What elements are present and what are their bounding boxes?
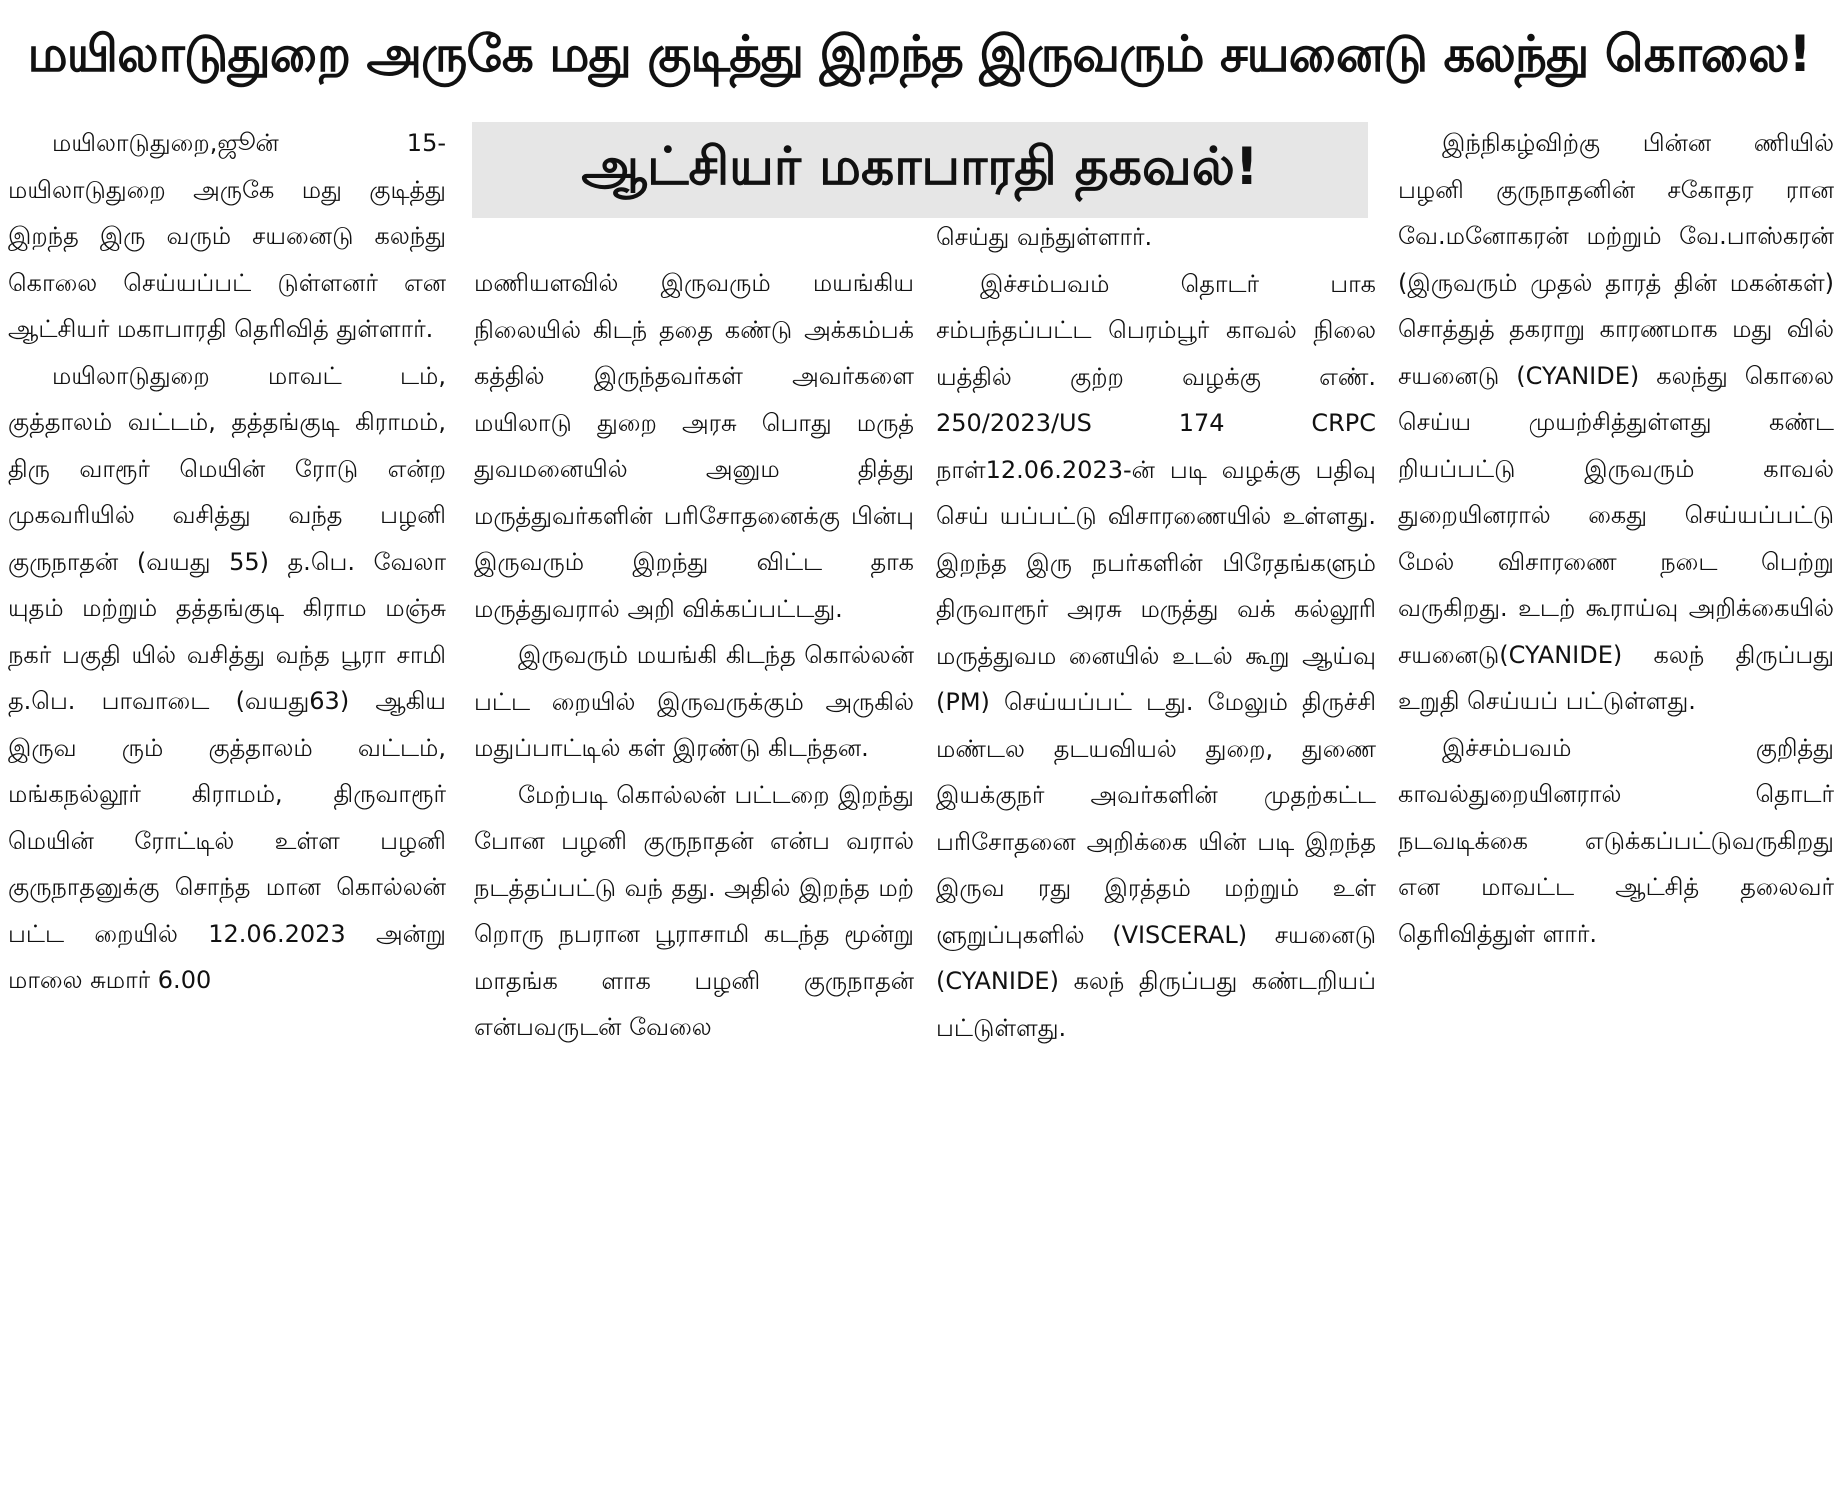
- article-column-3: [936, 214, 1376, 1492]
- article-column-2: [474, 260, 914, 1492]
- paragraph: மேற்படி கொல்லன் பட்டறை இறந்து போன பழனி குருநாதன் என்ப வரால் நடத்தப்பட்டு வந் தது. அதில் இறந்த மற் றொரு நபரான பூராசாமி கடந்த மூன்று மாதங்க ளாக பழனி குருநாதன் என்பவருடன் வேலை: [474, 780, 914, 1041]
- paragraph: இச்சம்பவம் தொடர் பாக சம்பந்தப்பட்ட பெரம்பூர் காவல் நிலை யத்தில் குற்ற வழக்கு எண். 250/2023/US 174 CRPC நாள்12.06.2023-ன் படி வழக்கு பதிவு செய் யப்பட்டு விசாரணையில் உள்ளது. இறந்த இரு நபர்களின் பிரேதங்களும் திருவாரூர் அரசு மருத்து வக் கல்லூரி மருத்துவம னையில் உடல் கூறு ஆய்வு (PM) செய்யப்பட் டது. மேலும் திருச்சி மண்டல தடயவியல் துறை, துணை இயக்குநர் அவர்களின் முதற்கட்ட பரிசோதனை அறிக்கை யின் படி இறந்த இருவ ரது இரத்தம் மற்றும் உள் ளுறுப்புகளில் (VISCERAL) சயனைடு (CYANIDE) கலந் திருப்பது கண்டறியப் பட்டுள்ளது.: [936, 269, 1376, 1042]
- paragraph: மயிலாடுதுறை,ஜூன் 15- மயிலாடுதுறை அருகே மது குடித்து இறந்த இரு வரும் சயனைடு கலந்து கொலை செய்யப்பட் டுள்ளனர் என ஆட்சியர் மகாபாரதி தெரிவித் துள்ளார்.: [8, 129, 446, 343]
- headline: மயிலாடுதுறை அருகே மது குடித்து இறந்த இருவரும் சயனைடு கலந்து கொலை!: [27, 25, 1811, 83]
- subheadline-box: [472, 122, 1368, 218]
- paragraph: மணியளவில் இருவரும் மயங்கிய நிலையில் கிடந் ததை கண்டு அக்கம்பக் கத்தில் இருந்தவர்கள் அவர்களை மயிலாடு துறை அரசு பொது மருத் துவமனையில் அனும தித்து மருத்துவர்களின் பரிசோதனைக்கு பின்பு இருவரும் இறந்து விட்ட தாக மருத்துவரால் அறி விக்கப்பட்டது.: [474, 269, 914, 623]
- subheadline: ஆட்சியர் மகாபாரதி தகவல்!: [581, 136, 1259, 197]
- paragraph: செய்து வந்துள்ளார்.: [936, 223, 1153, 251]
- paragraph: இருவரும் மயங்கி கிடந்த கொல்லன் பட்ட றையில் இருவருக்கும் அருகில் மதுப்பாட்டில் கள் இரண்டு கிடந்தன.: [474, 641, 914, 762]
- paragraph: இந்நிகழ்விற்கு பின்ன ணியில் பழனி குருநாதனின் சகோதர ரான வே.மனோகரன் மற்றும் வே.பாஸ்கரன் (இருவரும் முதல் தாரத் தின் மகன்கள்) சொத்துத் தகராறு காரணமாக மது வில் சயனைடு (CYANIDE) கலந்து கொலை செய்ய முயற்சித்துள்ளது கண்ட றியப்பட்டு இருவரும் காவல் துறையினரால் கைது செய்யப்பட்டு மேல் விசாரணை நடை பெற்று வருகிறது. உடற் கூராய்வு அறிக்கையில் சயனைடு(CYANIDE) கலந் திருப்பது உறுதி செய்யப் பட்டுள்ளது.: [1398, 129, 1834, 715]
- paragraph: மயிலாடுதுறை மாவட் டம், குத்தாலம் வட்டம், தத்தங்குடி கிராமம், திரு வாரூர் மெயின் ரோடு என்ற முகவரியில் வசித்து வந்த பழனி குருநாதன் (வயது 55) த.பெ. வேலா யுதம் மற்றும் தத்தங்குடி கிராம மஞ்சு நகர் பகுதி யில் வசித்து வந்த பூரா சாமி த.பெ. பாவாடை (வயது63) ஆகிய இருவ ரும் குத்தாலம் வட்டம், மங்கநல்லூர் கிராமம், திருவாரூர் மெயின் ரோட்டில் உள்ள பழனி குருநாதனுக்கு சொந்த மான கொல்லன் பட்ட றையில் 12.06.2023 அன்று மாலை சுமார் 6.00: [8, 361, 446, 994]
- paragraph: இச்சம்பவம் குறித்து காவல்துறையினரால் தொடர் நடவடிக்கை எடுக்கப்பட்டுவருகிறது என மாவட்ட ஆட்சித் தலைவர் தெரிவித்துள் ளார்.: [1398, 733, 1834, 948]
- article-column-1: [8, 120, 446, 1492]
- article-column-4: [1398, 120, 1834, 1492]
